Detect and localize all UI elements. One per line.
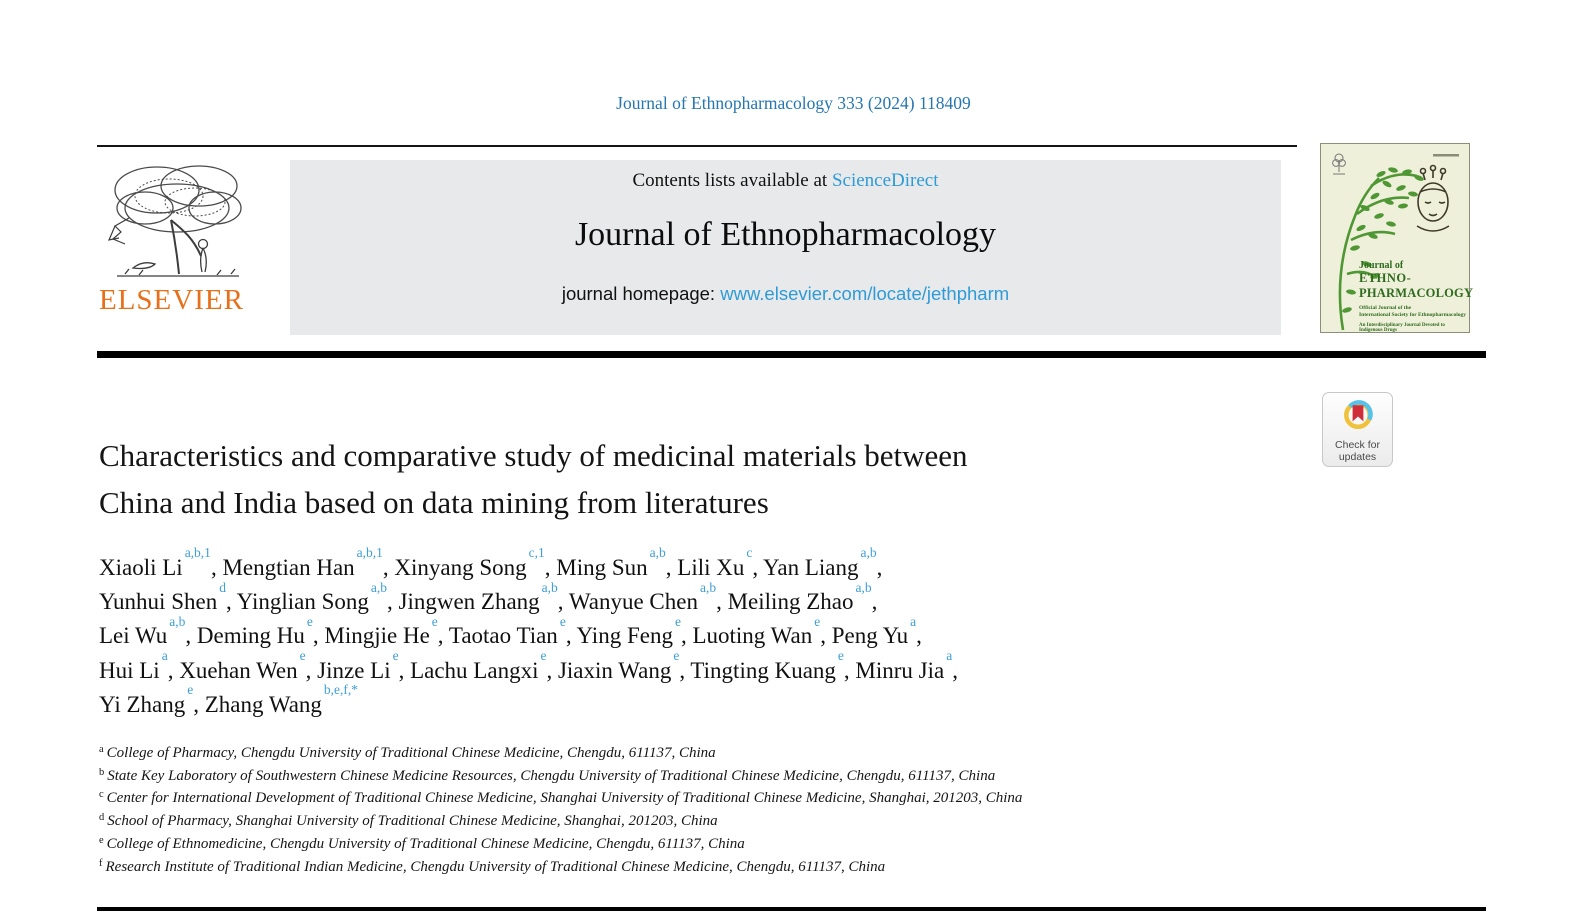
author-name: Ming Sun: [556, 555, 648, 580]
affiliation-superscript: b: [99, 766, 105, 778]
affiliation-text: Center for International Development of Traditional Chinese Medicine, Shanghai University of Traditional Chinese Medicine, Shanghai, 201203, China: [106, 790, 1023, 807]
author-superscript: e: [540, 647, 547, 663]
author-name: Xiaoli Li: [99, 555, 183, 580]
journal-homepage-link[interactable]: www.elsevier.com/locate/jethpharm: [720, 283, 1010, 304]
author-name: Yi Zhang: [99, 691, 186, 717]
masthead-top-rule: [97, 145, 1297, 147]
author-name: Deming Hu: [196, 623, 305, 649]
author-name: Luoting Wan: [692, 623, 813, 649]
author-name: Xinyang Song: [394, 555, 527, 580]
affiliation-text: State Key Laboratory of Southwestern Chinese Medicine Resources, Chengdu University of Traditional Chinese Medicine, Chengdu, 611137, China: [107, 767, 996, 784]
contents-line: [290, 170, 1281, 192]
author-name: Jiaxin Wang: [557, 657, 672, 683]
author-superscript: e: [559, 613, 566, 629]
author-name: Lachu Langxi: [410, 657, 539, 683]
author-name: Mingjie He: [324, 623, 430, 649]
contents-prefix: Contents lists available at: [632, 170, 828, 191]
affiliation-row: [99, 810, 1339, 833]
affiliation-superscript: d: [99, 812, 105, 824]
elsevier-logo: [99, 156, 261, 338]
author-name: Zhang Wang: [204, 691, 322, 717]
cover-title-line3: PHARMACOLOGY: [1359, 286, 1474, 300]
author-superscript: e: [837, 647, 844, 663]
author-superscript: a: [161, 647, 168, 663]
author-superscript: e: [673, 647, 680, 663]
author-superscript: a: [946, 647, 953, 663]
author-superscript: e: [392, 647, 399, 663]
author-superscript: a: [910, 613, 917, 629]
affiliation-text: College of Ethnomedicine, Chengdu University of Traditional Chinese Medicine, Chengdu, 611137, China: [106, 835, 745, 852]
author-name: Yunhui Shen: [99, 589, 218, 615]
cover-text: [1359, 260, 1474, 333]
author-name: Jinze Li: [317, 657, 391, 683]
cover-subtitle-2: An Interdisciplinary Journal Devoted to Indigenous Drugs: [1359, 323, 1445, 333]
author-superscript: c,1: [528, 545, 545, 561]
footnote-rule: [97, 907, 1486, 911]
author-line: Hui Li$^a$, Xuehan Wen$^e$, Jinze Li$^e$, Lachu Langxi$^e$, Jiaxin Wang$^e$, Tingting Kuang$^e$, Minru Jia$^a$,: [99, 647, 958, 683]
affiliation-row: [99, 787, 1339, 810]
affiliation-superscript: a: [99, 744, 104, 755]
elsevier-wordmark: ELSEVIER: [99, 284, 244, 316]
author-name: Hui Li: [99, 657, 160, 683]
elsevier-tree-icon: [99, 156, 261, 282]
journal-name: Journal of Ethnopharmacology: [574, 216, 997, 253]
author-superscript: e: [306, 613, 313, 629]
author-line: Xiaoli Li$^{a,b,1}$, Mengtian Han$^{a,b,1}$, Xinyang Song$^{c,1}$, Ming Sun$^{a,b}$, Lili Xu$^c$, Yan Liang$^{a,b}$,: [99, 545, 883, 580]
author-name: Lei Wu: [99, 623, 168, 649]
author-superscript: a,b,1: [356, 545, 383, 561]
affiliation-row: [99, 742, 1339, 765]
masthead-bottom-rule: [97, 351, 1486, 358]
author-name: Minru Jia: [855, 657, 945, 683]
cover-title-line1: Journal of: [1359, 260, 1404, 271]
author-name: Lili Xu: [677, 555, 745, 580]
author-superscript: e: [431, 613, 438, 629]
journal-cover-thumbnail: [1320, 143, 1474, 333]
affiliation-superscript: c: [99, 789, 104, 801]
sciencedirect-link[interactable]: ScienceDirect: [831, 170, 939, 191]
affiliation-text: School of Pharmacy, Shanghai University of Traditional Chinese Medicine, Shanghai, 201203, China: [107, 813, 718, 830]
crossmark-icon: [1340, 421, 1376, 438]
author-superscript: a,b: [860, 545, 877, 561]
author-superscript: c: [746, 545, 753, 561]
author-name: Yinglian Song: [236, 589, 369, 615]
check-for-updates-badge[interactable]: [1322, 392, 1393, 467]
affiliation-text: College of Pharmacy, Chengdu University of Traditional Chinese Medicine, Chengdu, 611137, China: [106, 745, 716, 761]
author-line: Lei Wu$^{a,b}$, Deming Hu$^e$, Mingjie He$^e$, Taotao Tian$^e$, Ying Feng$^e$, Luoting Wan$^e$, Peng Yu$^a$,: [99, 613, 922, 649]
author-name: Wanyue Chen: [568, 589, 698, 615]
author-name: Mengtian Han: [222, 555, 355, 580]
author-name: Taotao Tian: [448, 623, 558, 649]
journal-citation: Journal of Ethnopharmacology 333 (2024) 118409: [616, 93, 971, 113]
author-superscript: a,b: [370, 579, 387, 595]
affiliation-superscript: f: [99, 857, 103, 869]
article-title-line2: China and India based on data mining from literatures: [99, 485, 769, 520]
author-superscript: a,b: [855, 579, 872, 595]
author-name: Ying Feng: [576, 623, 673, 649]
homepage-prefix: journal homepage:: [561, 283, 716, 304]
author-line: Yunhui Shen$^d$, Yinglian Song$^{a,b}$, Jingwen Zhang$^{a,b}$, Wanyue Chen$^{a,b}$, Meiling Zhao$^{a,b}$,: [99, 579, 878, 615]
author-name: Meiling Zhao: [727, 589, 854, 615]
affiliation-row: [99, 765, 1339, 788]
author-name: Yan Liang: [763, 555, 859, 580]
author-superscript: e: [674, 613, 681, 629]
author-name: Peng Yu: [831, 623, 909, 649]
journal-banner: [290, 160, 1281, 335]
author-name: Xuehan Wen: [179, 657, 298, 683]
affiliation-row: [99, 856, 1339, 879]
author-superscript: a,b,1: [184, 545, 211, 561]
homepage-line: [290, 283, 1281, 305]
author-superscript: b,e,f,*: [323, 682, 359, 698]
author-superscript: e: [187, 682, 194, 698]
check-for-updates-label: Check for updates: [1335, 439, 1380, 463]
cover-title-line2: ETHNO-: [1359, 271, 1412, 285]
affiliation-superscript: e: [99, 834, 104, 846]
author-line: Yi Zhang$^e$, Zhang Wang$^{b,e,f,*}$: [99, 682, 359, 717]
author-superscript: a,b: [699, 579, 717, 595]
article-title-line1: Characteristics and comparative study of medicinal materials between: [99, 438, 968, 473]
affiliation-row: [99, 833, 1339, 856]
author-name: Tingting Kuang: [690, 657, 836, 683]
cover-subtitle-1: Official Journal of the International Society for Ethnopharmacology: [1359, 305, 1466, 318]
affiliation-list: [99, 742, 1339, 878]
article-title: [99, 432, 1309, 526]
author-list: [99, 545, 1329, 722]
author-superscript: a,b: [541, 579, 558, 595]
author-superscript: a,b: [169, 613, 186, 629]
author-superscript: e: [814, 613, 821, 629]
author-superscript: e: [299, 647, 306, 663]
author-name: Jingwen Zhang: [398, 589, 540, 615]
author-superscript: d: [219, 579, 226, 595]
author-superscript: a,b: [649, 545, 666, 561]
affiliation-text: Research Institute of Traditional Indian Medicine, Chengdu University of Traditional Chinese Medicine, Chengdu, 611137, China: [105, 858, 886, 875]
